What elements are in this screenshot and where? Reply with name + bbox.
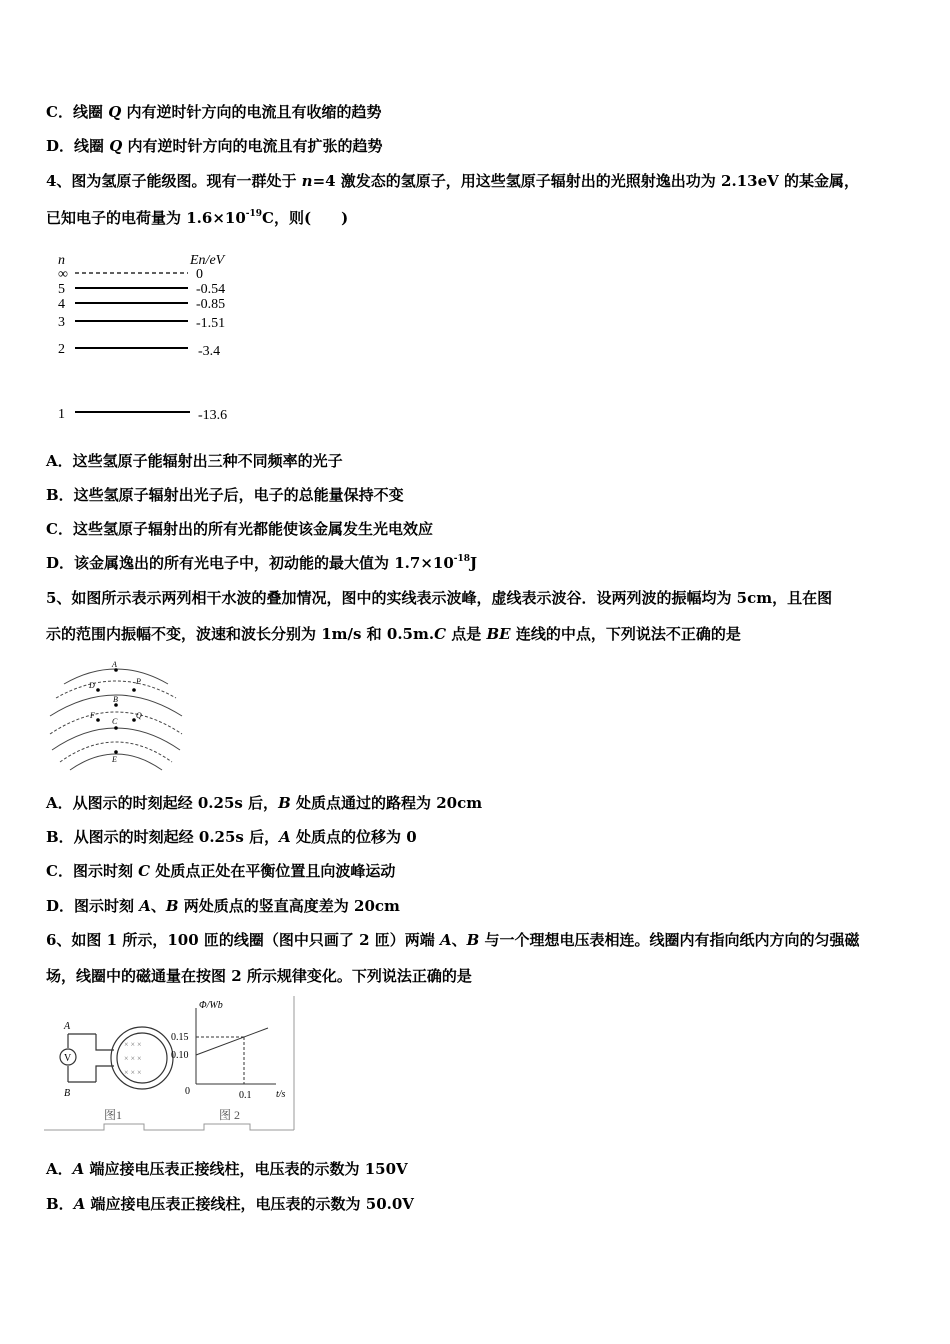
svg-text:∞: ∞: [58, 267, 68, 282]
q4-stem-line2: 已知电子的电荷量为 $1.6\times 10^{-19}C$，则( ): [46, 209, 349, 227]
svg-text:-1.51: -1.51: [196, 316, 226, 331]
level-5: [58, 282, 225, 297]
point-label-b: B: [113, 695, 118, 704]
svg-text:5: 5: [58, 282, 65, 297]
level-4: [58, 297, 225, 312]
point-label-p: P: [136, 677, 141, 686]
n-axis-label: n: [58, 253, 65, 268]
tick-0-15: 0.15: [171, 1032, 189, 1043]
svg-text:× × ×: × × ×: [124, 1068, 142, 1077]
point-label-d: D: [89, 681, 95, 690]
level-inf: [58, 267, 203, 282]
q4-option-b: B．这些氢原子辐射出光子后，电子的总能量保持不变: [46, 486, 404, 504]
figure1-caption: 图1: [104, 1108, 123, 1122]
point-label-f: F: [90, 711, 95, 720]
svg-text:-0.85: -0.85: [196, 297, 226, 312]
q5-option-b: B．从图示的时刻起经 0.25s 后，A 处质点的位移为 0: [46, 828, 417, 846]
flux-axis-label: Φ/Wb: [199, 1000, 223, 1011]
point-label-q: Q: [136, 711, 142, 720]
svg-text:× × ×: × × ×: [124, 1040, 142, 1049]
terminal-b-label: B: [64, 1088, 71, 1099]
q3-option-c: C．线圈 Q 内有逆时针方向的电流且有收缩的趋势: [46, 103, 382, 121]
q6-stem-line2: 场，线圈中的磁通量在按图 2 所示规律变化。下列说法正确的是: [46, 967, 472, 985]
q5-option-a: A．从图示的时刻起经 0.25s 后，B 处质点通过的路程为 20cm: [46, 794, 483, 812]
point-label-e: E: [112, 755, 117, 764]
voltmeter-symbol: V: [64, 1053, 72, 1064]
q5-option-c: C．图示时刻 C 处质点正处在平衡位置且向波峰运动: [46, 862, 396, 880]
time-axis-label: t/s: [276, 1089, 286, 1100]
svg-text:0: 0: [196, 267, 203, 282]
terminal-a-label: A: [64, 1021, 71, 1032]
q4-option-a: A．这些氢原子能辐射出三种不同频率的光子: [46, 452, 343, 470]
point-label-c: C: [112, 717, 118, 726]
figure2-caption: 图 2: [219, 1108, 241, 1122]
q3-option-d: D．线圈 Q 内有逆时针方向的电流且有扩张的趋势: [46, 137, 383, 155]
svg-text:1: 1: [58, 407, 65, 422]
q4-stem-line1: 4、图为氢原子能级图。现有一群处于 n=4 激发态的氢原子，用这些氢原子辐射出的光照射逸出功为 2.13eV 的某金属，: [46, 172, 859, 190]
q4-option-c: C．这些氢原子辐射出的所有光都能使该金属发生光电效应: [46, 520, 433, 538]
svg-text:4: 4: [58, 297, 65, 312]
svg-text:2: 2: [58, 342, 65, 357]
level-2: [58, 342, 220, 359]
q4-option-d: D．该金属逸出的所有光电子中，初动能的最大值为 $1.7\times 10^{-18}J$: [46, 554, 478, 572]
q5-stem-line1: 5、如图所示表示两列相干水波的叠加情况，图中的实线表示波峰，虚线表示波谷．设两列波的振幅均为 5cm，且在图: [46, 589, 833, 607]
q6-option-a: A．A 端应接电压表正接线柱，电压表的示数为 150V: [46, 1160, 408, 1178]
figure1-coil-circuit: [60, 1027, 173, 1089]
svg-text:-13.6: -13.6: [198, 408, 228, 423]
svg-text:-3.4: -3.4: [198, 344, 221, 359]
energy-level-diagram: [50, 248, 260, 428]
svg-text:-0.54: -0.54: [196, 282, 226, 297]
point-label-a: A: [112, 660, 117, 669]
tick-0-1: 0.1: [239, 1090, 252, 1101]
level-3: [58, 315, 225, 331]
q5-option-d: D．图示时刻 A、B 两处质点的竖直高度差为 20cm: [46, 897, 400, 915]
wave-interference-diagram: [46, 658, 186, 773]
q5-stem-line2: 示的范围内振幅不变，波速和波长分别为 1m/s 和 0.5m.C 点是 BE 连线的中点，下列说法不正确的是: [46, 625, 741, 643]
svg-text:3: 3: [58, 315, 65, 330]
tick-0-10: 0.10: [171, 1050, 189, 1061]
svg-text:× × ×: × × ×: [124, 1054, 142, 1063]
coil-and-flux-figure: [44, 996, 299, 1136]
origin-label: 0: [185, 1086, 190, 1097]
figure2-flux-graph: [196, 1008, 276, 1084]
q6-option-b: B．A 端应接电压表正接线柱，电压表的示数为 50.0V: [46, 1195, 414, 1213]
q6-stem-line1: 6、如图 1 所示，100 匝的线圈（图中只画了 2 匝）两端 A、B 与一个理想电压表相连。线圈内有指向纸内方向的匀强磁: [46, 931, 860, 949]
level-1: [58, 407, 227, 423]
energy-axis-label: En/eV: [190, 253, 225, 268]
